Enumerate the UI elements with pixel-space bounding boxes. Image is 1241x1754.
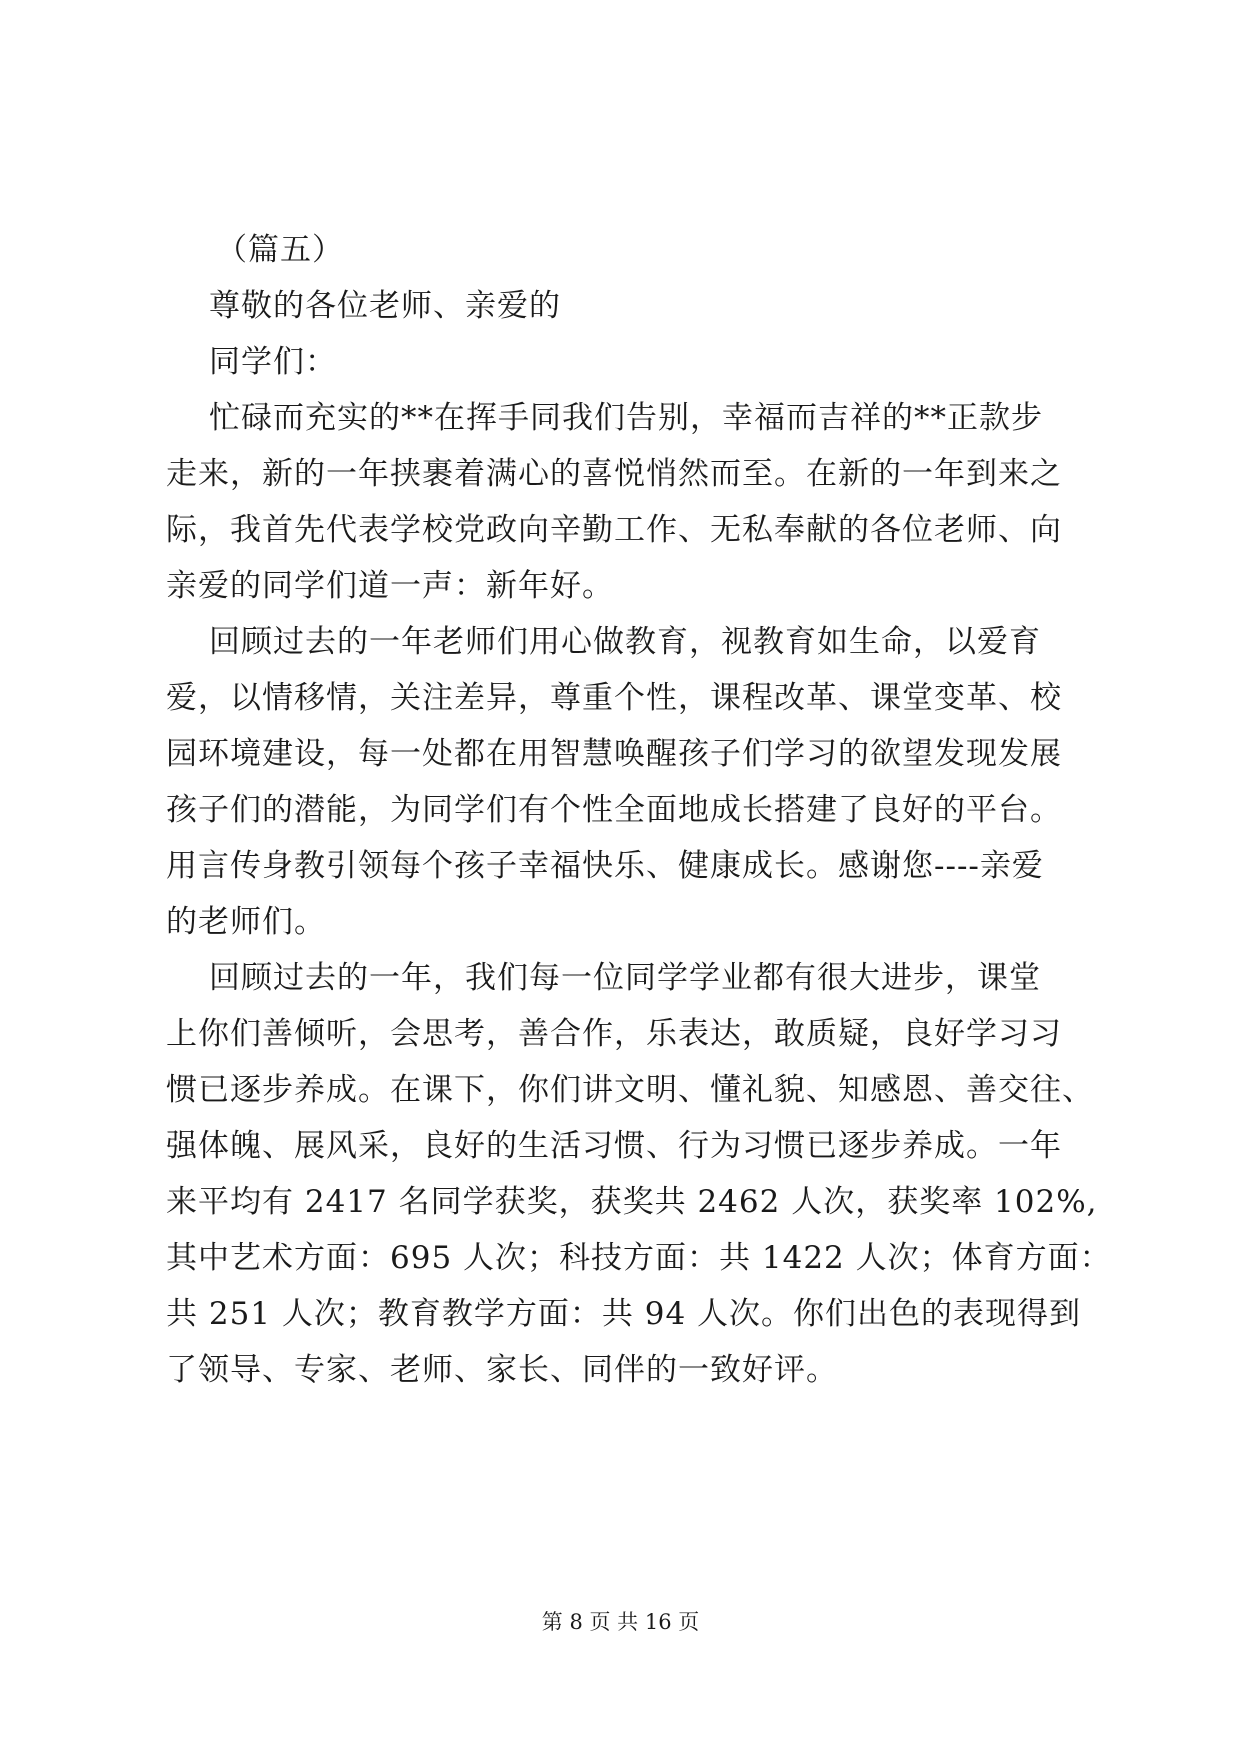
paragraph-line: 回顾过去的一年，我们每一位同学学业都有很大进步，课堂 bbox=[209, 960, 1041, 996]
paragraph-line: 用言传身教引领每个孩子幸福快乐、健康成长。感谢您----亲爱 bbox=[166, 848, 1044, 884]
paragraph-line: 上你们善倾听，会思考，善合作，乐表达，敢质疑，良好学习习 bbox=[166, 1016, 1062, 1052]
section-heading: （篇五） bbox=[216, 232, 344, 268]
paragraph-line: 际，我首先代表学校党政向辛勤工作、无私奉献的各位老师、向 bbox=[166, 512, 1062, 548]
paragraph-line: 回顾过去的一年老师们用心做教育，视教育如生命，以爱育 bbox=[209, 624, 1041, 660]
paragraph-line: 园环境建设，每一处都在用智慧唤醒孩子们学习的欲望发现发展 bbox=[166, 736, 1062, 772]
salutation-line-2: 同学们： bbox=[209, 344, 337, 380]
paragraph-line: 孩子们的潜能，为同学们有个性全面地成长搭建了良好的平台。 bbox=[166, 792, 1062, 828]
paragraph-line: 来平均有 2417 名同学获奖，获奖共 2462 人次，获奖率 102%, bbox=[166, 1184, 1098, 1220]
paragraph-line: 走来，新的一年挟裹着满心的喜悦悄然而至。在新的一年到来之 bbox=[166, 456, 1062, 492]
page-footer: 第 8 页 共 16 页 bbox=[541, 1610, 700, 1634]
salutation-line-1: 尊敬的各位老师、亲爱的 bbox=[209, 288, 561, 324]
paragraph-line: 亲爱的同学们道一声：新年好。 bbox=[166, 568, 614, 604]
paragraph-line: 忙碌而充实的**在挥手同我们告别，幸福而吉祥的**正款步 bbox=[209, 400, 1043, 436]
paragraph-line: 惯已逐步养成。在课下，你们讲文明、懂礼貌、知感恩、善交往、 bbox=[166, 1072, 1094, 1108]
paragraph-line: 强体魄、展风采，良好的生活习惯、行为习惯已逐步养成。一年 bbox=[166, 1128, 1062, 1164]
paragraph-line: 共 251 人次；教育教学方面：共 94 人次。你们出色的表现得到 bbox=[166, 1296, 1082, 1332]
paragraph-line: 爱，以情移情，关注差异，尊重个性，课程改革、课堂变革、校 bbox=[166, 680, 1062, 716]
paragraph-line: 了领导、专家、老师、家长、同伴的一致好评。 bbox=[166, 1352, 838, 1388]
paragraph-line: 其中艺术方面：695 人次；科技方面：共 1422 人次；体育方面： bbox=[166, 1240, 1112, 1276]
paragraph-line: 的老师们。 bbox=[166, 904, 326, 940]
